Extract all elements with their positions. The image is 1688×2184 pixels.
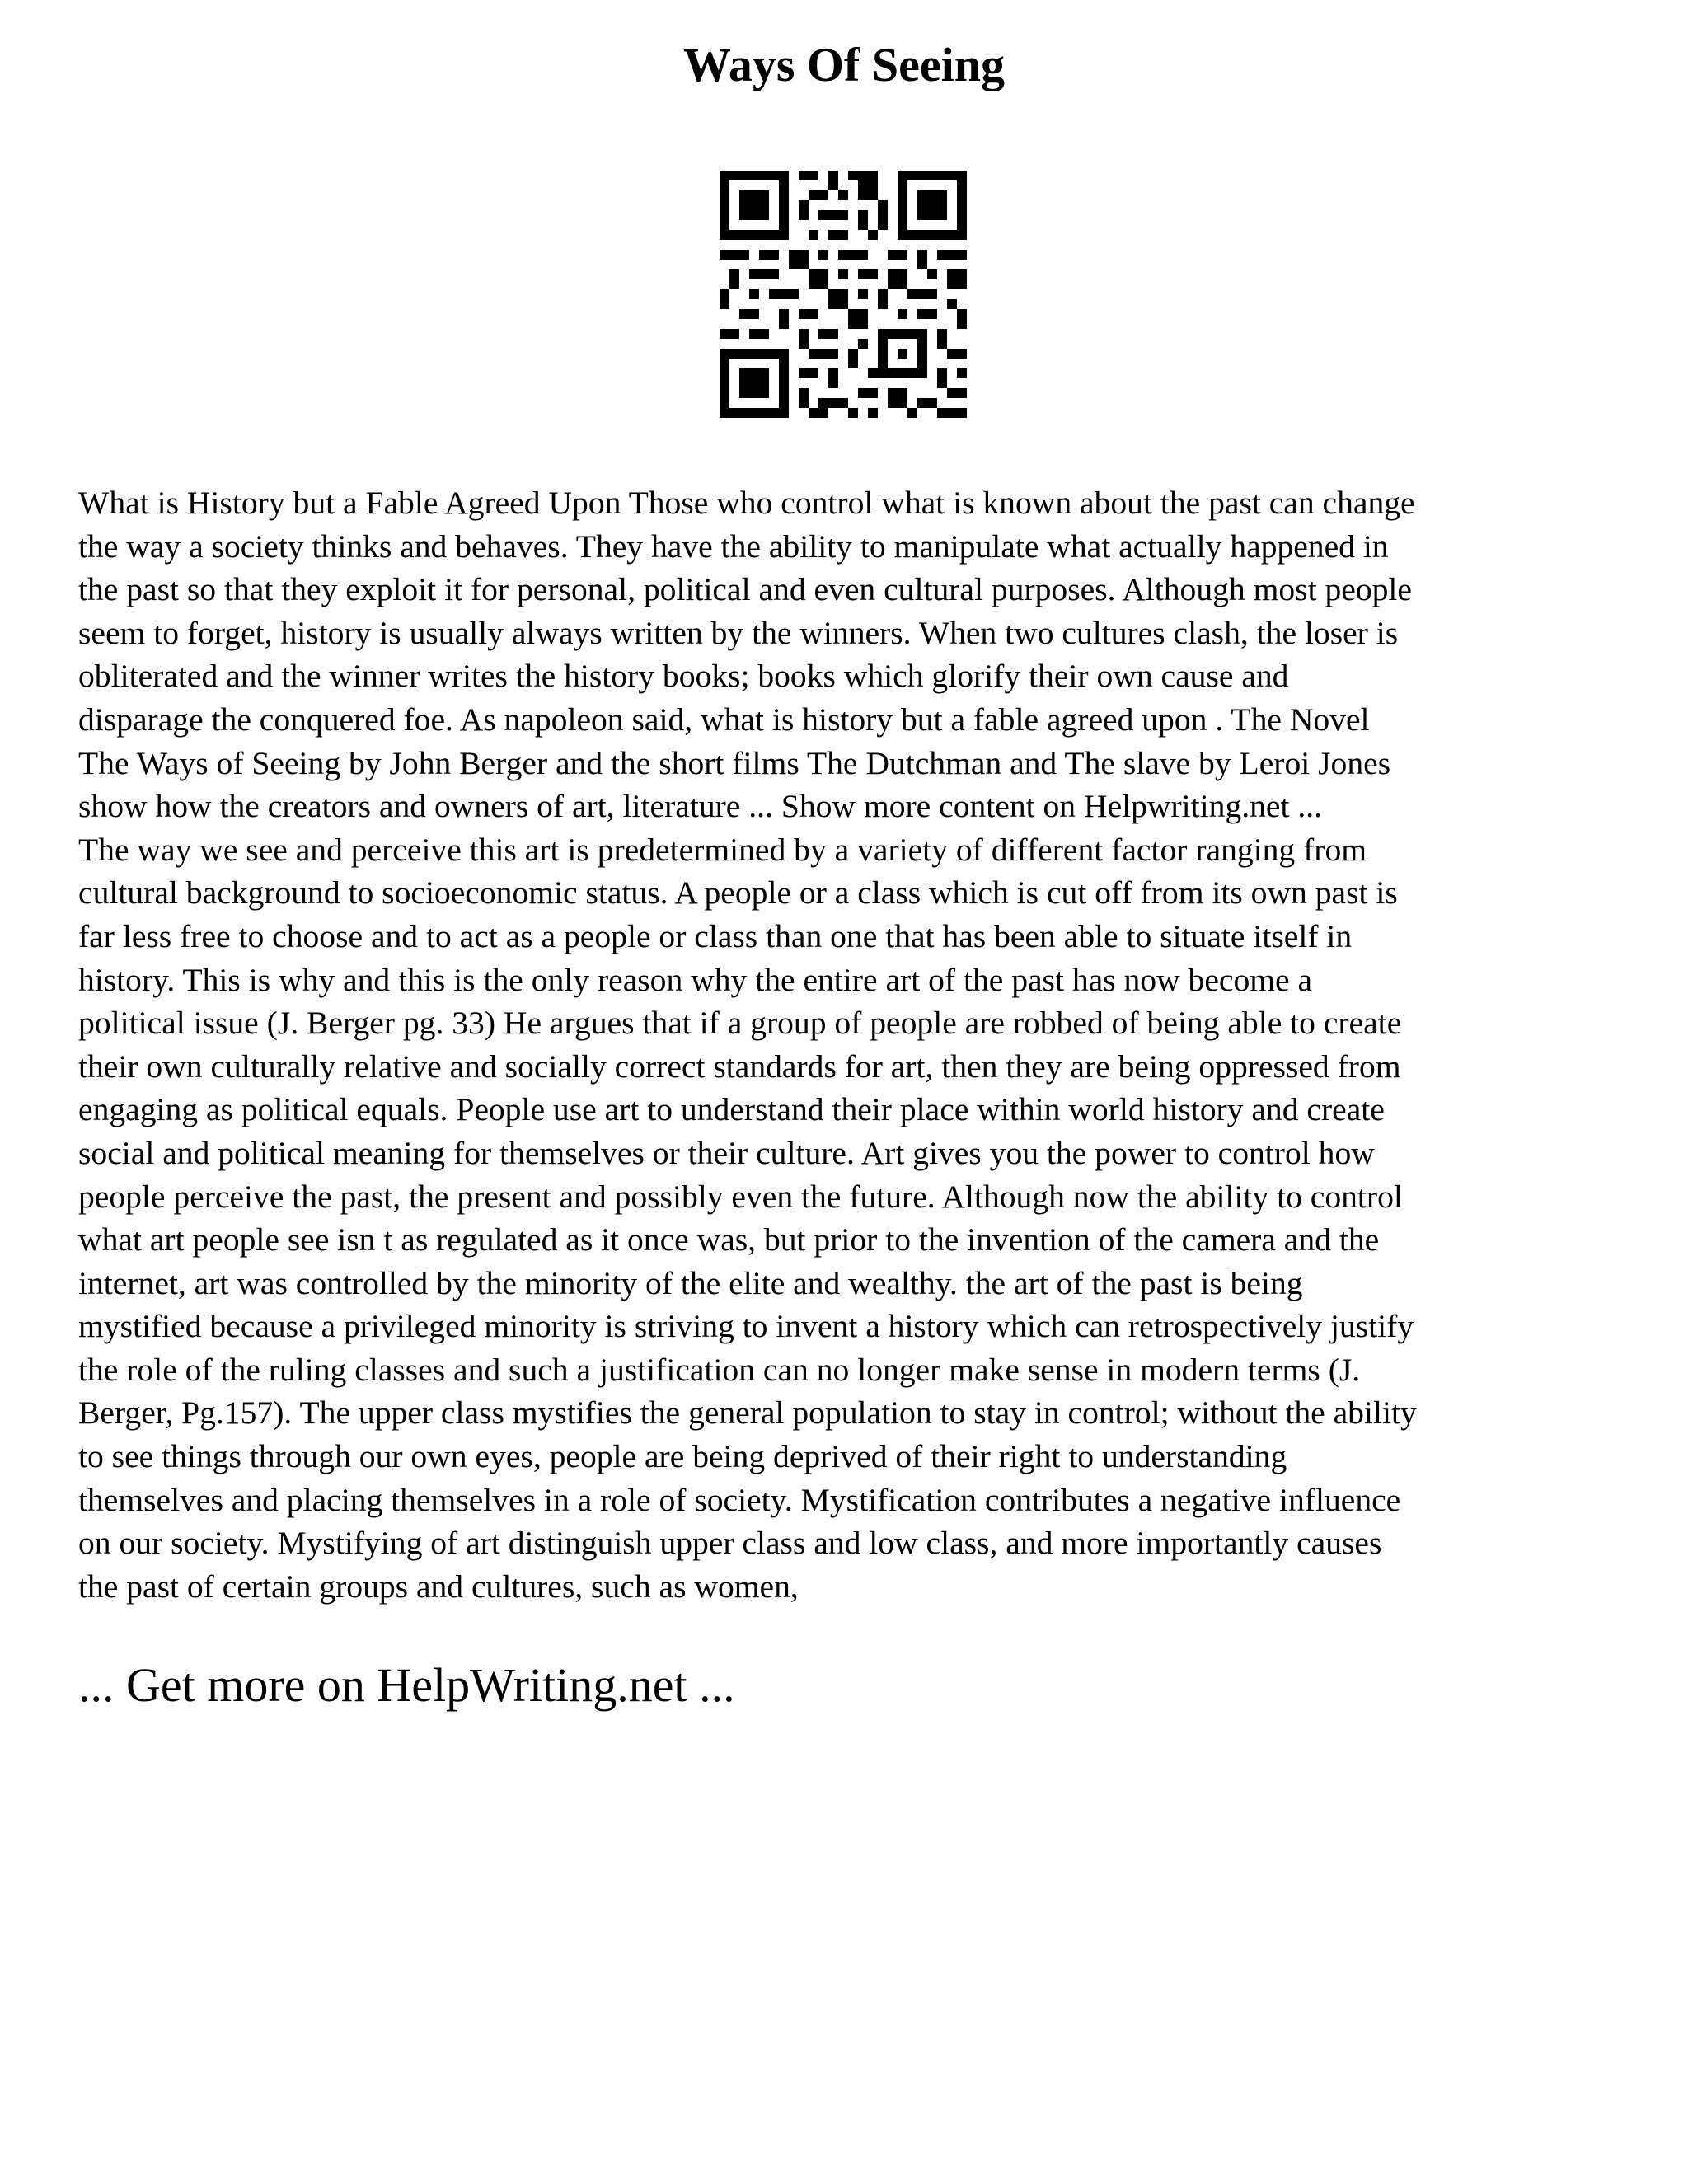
body-paragraph: [78, 481, 1628, 1608]
body-line: the past of certain groups and cultures, such as women,: [78, 1568, 799, 1605]
body-line: social and political meaning for themselves or their culture. Art gives you the power to control how: [78, 1134, 1375, 1171]
body-line: The Ways of Seeing by John Berger and the short films The Dutchman and The slave by Leroi Jones: [78, 744, 1391, 781]
body-line: What is History but a Fable Agreed Upon Those who control what is known about the past can change: [78, 485, 1415, 521]
body-line: their own culturally relative and socially correct standards for art, then they are being oppressed from: [78, 1047, 1401, 1085]
body-line: to see things through our own eyes, people are being deprived of their right to understanding: [78, 1438, 1287, 1475]
body-line: history. This is why and this is the only reason why the entire art of the past has now become a: [78, 961, 1313, 998]
body-line: political issue (J. Berger pg. 33) He argues that if a group of people are robbed of being able to create: [78, 1005, 1402, 1042]
body-line: engaging as political equals. People use art to understand their place within world history and create: [78, 1091, 1385, 1128]
body-line: obliterated and the winner writes the history books; books which glorify their own cause and: [78, 658, 1289, 695]
qr-code-icon: [720, 171, 967, 418]
body-line: The way we see and perceive this art is predetermined by a variety of different factor ranging from: [78, 831, 1367, 868]
body-line: cultural background to socioeconomic status. A people or a class which is cut off from its own past is: [78, 874, 1398, 912]
body-line: show how the creators and owners of art, literature ... Show more content on Helpwriting.net ...: [78, 788, 1323, 825]
body-line: people perceive the past, the present and possibly even the future. Although now the ability to control: [78, 1178, 1403, 1215]
body-line: the way a society thinks and behaves. They have the ability to manipulate what actually happened in: [78, 527, 1389, 565]
body-line: on our society. Mystifying of art distinguish upper class and low class, and more importantly causes: [78, 1525, 1382, 1562]
body-line: what art people see isn t as regulated as it once was, but prior to the invention of the camera and the: [78, 1221, 1380, 1258]
body-line: themselves and placing themselves in a role of society. Mystification contributes a negative influence: [78, 1481, 1401, 1518]
body-line: far less free to choose and to act as a people or class than one that has been able to situate itself in: [78, 917, 1353, 954]
body-line: mystified because a privileged minority is striving to invent a history which can retrospectively justify: [78, 1308, 1414, 1345]
get-more-link[interactable]: ... Get more on HelpWriting.net ...: [78, 1658, 735, 1712]
body-line: the role of the ruling classes and such a justification can no longer make sense in modern terms (J.: [78, 1351, 1361, 1388]
page-title: Ways Of Seeing: [683, 38, 1005, 91]
body-line: seem to forget, history is usually always written by the winners. When two cultures clash, the loser is: [78, 614, 1399, 651]
body-line: Berger, Pg.157). The upper class mystifies the general population to stay in control; without the ability: [78, 1394, 1417, 1432]
body-line: internet, art was controlled by the minority of the elite and wealthy. the art of the past is being: [78, 1264, 1303, 1301]
body-line: the past so that they exploit it for personal, political and even cultural purposes. Although most people: [78, 571, 1412, 608]
body-line: disparage the conquered foe. As napoleon said, what is history but a fable agreed upon . The Novel: [78, 701, 1370, 738]
